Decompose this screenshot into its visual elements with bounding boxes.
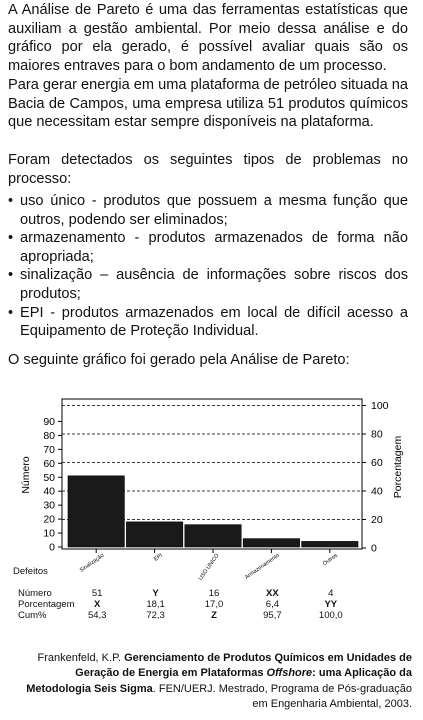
table-cell: 6,4 — [265, 599, 279, 610]
reference-author: Frankenfeld, K.P. — [37, 652, 125, 664]
y-tick-label: 80 — [43, 429, 55, 442]
table-cell: XX — [266, 588, 279, 599]
table-cell: 16 — [208, 588, 220, 599]
y-tick-label: 20 — [43, 513, 55, 526]
y-axis-right — [362, 400, 389, 555]
table-cell: Z — [211, 610, 217, 621]
y2-tick-label: 100 — [371, 400, 389, 412]
list-item: • uso único - produtos que possuem a mesma função que outros, podendo ser eliminados; — [8, 192, 408, 229]
table-row-label: Porcentagem — [18, 599, 75, 610]
y-axis-left — [43, 416, 62, 554]
table-row-label: Cum% — [18, 610, 47, 621]
reference-title-italic: Offshore — [266, 667, 313, 680]
y-tick-label: 0 — [49, 541, 55, 554]
y2-tick-label: 60 — [371, 457, 383, 469]
y2-axis-title: Porcentagem — [392, 435, 404, 499]
bar — [126, 522, 182, 547]
table-cell: 100,0 — [318, 610, 343, 621]
table-cell: 72,3 — [146, 610, 165, 621]
reference-title: Gerenciamento de Produtos Químicos em Unidades de Geração de Energia em Plataformas — [75, 652, 412, 680]
problems-intro-paragraph: Foram detectados os seguintes tipos de problemas no processo: — [8, 152, 408, 187]
y2-tick-label: 20 — [371, 514, 383, 526]
list-item: • armazenamento - produtos armazenados de forma não apropriada; — [8, 229, 408, 266]
bar — [68, 476, 124, 547]
x-tick-label: Sinalização — [78, 552, 106, 574]
table-cell: 95,7 — [263, 610, 282, 621]
table-cell: 18,1 — [146, 599, 165, 610]
table-cell: 51 — [91, 588, 103, 599]
bar — [302, 541, 358, 547]
list-item: • sinalização – ausência de informações sobre riscos dos produtos; — [8, 266, 408, 303]
table-cell: YY — [324, 599, 338, 610]
x-tick-label: USO ÚNICO — [197, 552, 221, 582]
table-cell: 4 — [328, 588, 334, 599]
table-cell: Y — [152, 588, 159, 599]
x-tick-label: EPI — [153, 552, 164, 563]
y-tick-label: 90 — [43, 415, 55, 428]
table-row-label: Número — [18, 588, 52, 599]
reference-title-end: : uma Aplicação da Metodologia Seis Sigma — [26, 667, 412, 695]
x-tick-label: Outros — [321, 552, 339, 568]
table-cell: 17,0 — [204, 599, 224, 610]
bars — [68, 476, 358, 547]
x-tick-label: Armazenamento — [244, 552, 281, 581]
y-tick-label: 10 — [43, 527, 55, 540]
pareto-chart — [0, 378, 423, 648]
table-header-label: Defeitos — [13, 566, 48, 577]
bar — [243, 539, 299, 547]
y2-tick-label: 80 — [371, 428, 383, 441]
y-tick-label: 50 — [43, 471, 55, 484]
list-item: • EPI - produtos armazenados em local de difícil acesso a Equipamento de Proteção Individual. — [8, 304, 408, 341]
problem-list — [8, 192, 408, 341]
y2-tick-label: 40 — [371, 485, 383, 498]
bar — [185, 525, 241, 547]
context-paragraph: Para gerar energia em uma plataforma de petróleo situada na Bacia de Campos, uma empresa utiliza 51 produtos químicos que necessitam estar sempre disponíveis na plataforma. — [8, 77, 408, 131]
y-tick-label: 70 — [43, 443, 55, 456]
reference-citation — [8, 651, 412, 712]
y-axis-title: Número — [20, 456, 32, 494]
intro-paragraph: A Análise de Pareto é uma das ferramentas estatísticas que auxiliam a gestão ambiental. Por meio dessa análise e do gráfico por ela gerado, é possível avaliar quais são os maiores entraves para o bom andamento de um processo. — [8, 2, 408, 74]
x-axis-labels — [79, 549, 339, 582]
y-tick-label: 60 — [43, 457, 55, 470]
y2-tick-label: 0 — [371, 542, 377, 555]
chart-intro-paragraph: O seguinte gráfico foi gerado pela Análise de Pareto: — [8, 352, 350, 368]
y-tick-label: 30 — [43, 499, 55, 512]
y-tick-label: 40 — [43, 485, 55, 498]
table-cell: 54,3 — [87, 610, 107, 621]
table-cell: X — [94, 599, 101, 610]
reference-details: . FEN/UERJ. Mestrado, Programa de Pós-graduação em Engenharia Ambiental, 2003. — [152, 682, 412, 710]
